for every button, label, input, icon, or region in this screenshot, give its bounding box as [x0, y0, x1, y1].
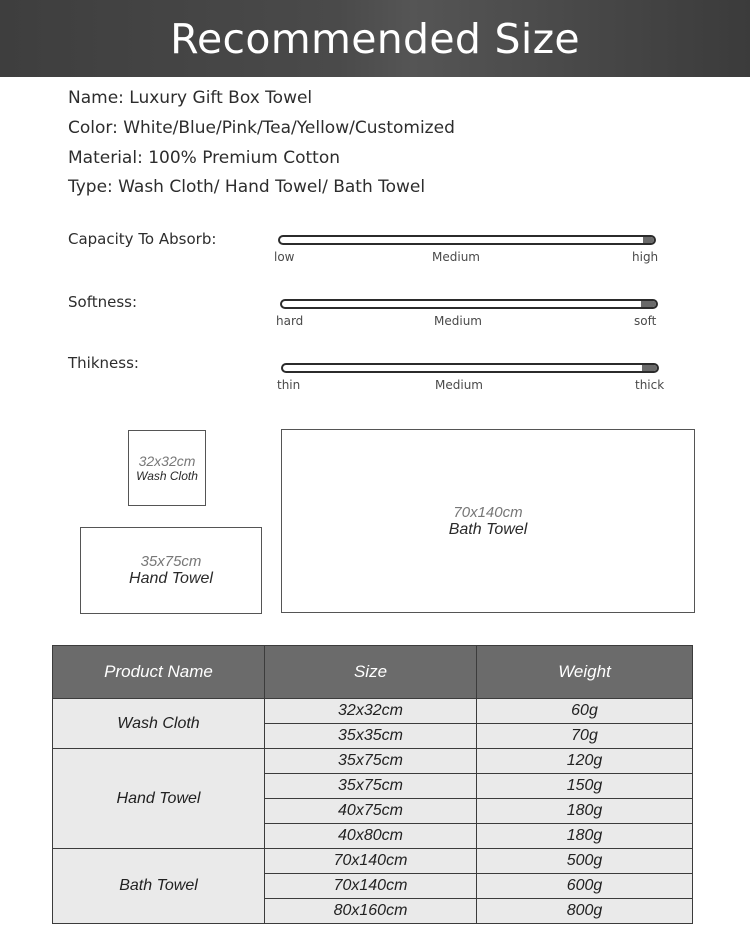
rating-label-thickness: Thikness: [68, 354, 139, 372]
group-cell: Hand Towel [53, 749, 265, 849]
wash-cloth-size: 32x32cm [138, 453, 196, 469]
rating-fill-thickness [642, 365, 657, 371]
header-size: Size [265, 646, 477, 699]
weight-cell: 120g [477, 749, 693, 774]
wash-cloth-diagram [128, 430, 206, 506]
header-weight: Weight [477, 646, 693, 699]
rating-fill-softness [641, 301, 656, 307]
weight-cell: 60g [477, 699, 693, 724]
spec-name: Name: Luxury Gift Box Towel [68, 88, 313, 108]
size-cell: 80x160cm [265, 899, 477, 924]
rating-low-softness: hard [276, 314, 304, 328]
size-weight-table [52, 645, 693, 924]
weight-cell: 500g [477, 849, 693, 874]
group-cell: Bath Towel [53, 849, 265, 924]
table-row [53, 849, 693, 874]
size-cell: 35x35cm [265, 724, 477, 749]
rating-bar-thickness [281, 363, 659, 373]
spec-material: Material: 100% Premium Cotton [68, 148, 341, 168]
rating-mid-thickness: Medium [435, 378, 483, 392]
spec-type: Type: Wash Cloth/ Hand Towel/ Bath Towel [68, 177, 426, 197]
weight-cell: 70g [477, 724, 693, 749]
rating-high-softness: soft [634, 314, 657, 328]
rating-bar-absorb [278, 235, 656, 245]
size-cell: 35x75cm [265, 774, 477, 799]
bath-towel-size: 70x140cm [453, 503, 523, 521]
weight-cell: 180g [477, 824, 693, 849]
table-row [53, 749, 693, 774]
weight-cell: 800g [477, 899, 693, 924]
size-cell: 32x32cm [265, 699, 477, 724]
rating-label-absorb: Capacity To Absorb: [68, 230, 217, 248]
rating-mid-absorb: Medium [432, 250, 480, 264]
hand-towel-name: Hand Towel [129, 570, 213, 587]
table-header-row [53, 646, 693, 699]
rating-high-thickness: thick [635, 378, 665, 392]
weight-cell: 180g [477, 799, 693, 824]
rating-low-absorb: low [274, 250, 295, 264]
size-cell: 70x140cm [265, 874, 477, 899]
group-cell: Wash Cloth [53, 699, 265, 749]
header-product-name: Product Name [53, 646, 265, 699]
size-cell: 70x140cm [265, 849, 477, 874]
size-cell: 40x80cm [265, 824, 477, 849]
header-banner [0, 0, 750, 77]
size-cell: 35x75cm [265, 749, 477, 774]
wash-cloth-name: Wash Cloth [136, 469, 198, 483]
weight-cell: 600g [477, 874, 693, 899]
weight-cell: 150g [477, 774, 693, 799]
bath-towel-name: Bath Towel [448, 520, 528, 538]
size-cell: 40x75cm [265, 799, 477, 824]
spec-color: Color: White/Blue/Pink/Tea/Yellow/Customized [68, 118, 455, 138]
table-row [53, 699, 693, 724]
hand-towel-size: 35x75cm [140, 553, 202, 570]
rating-mid-softness: Medium [434, 314, 482, 328]
rating-bar-softness [280, 299, 658, 309]
hand-towel-diagram [80, 527, 262, 614]
bath-towel-diagram [281, 429, 695, 613]
page-title: Recommended Size [170, 14, 580, 63]
rating-high-absorb: high [632, 250, 659, 264]
rating-low-thickness: thin [277, 378, 301, 392]
rating-label-softness: Softness: [68, 293, 138, 311]
rating-fill-absorb [643, 237, 654, 243]
